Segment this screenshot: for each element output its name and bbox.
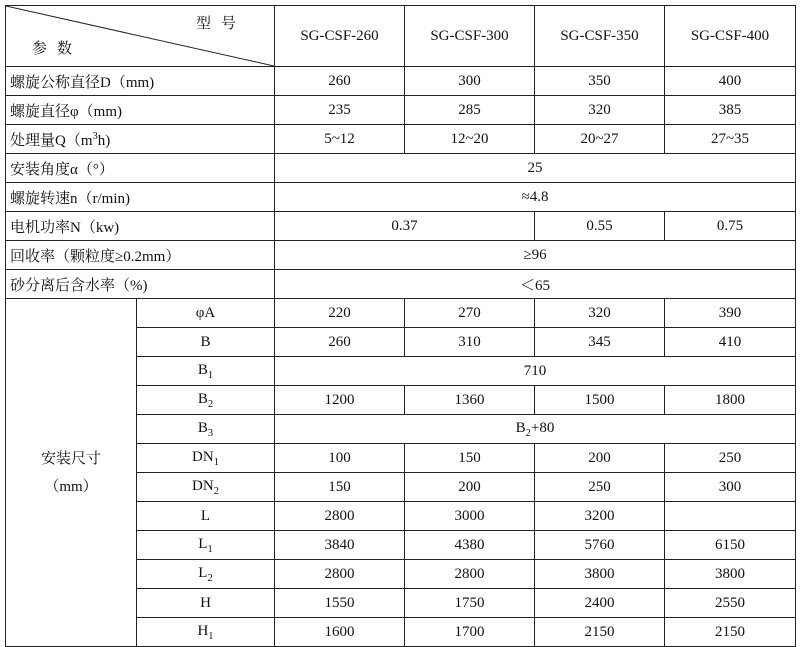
cell-value: 260 bbox=[275, 328, 405, 357]
value-post: +80 bbox=[530, 419, 555, 436]
dim-label-main: L bbox=[198, 564, 208, 581]
model-header: SG-CSF-260 bbox=[275, 6, 405, 67]
cell-value: 385 bbox=[665, 96, 796, 125]
dim-label bbox=[137, 473, 275, 502]
cell-value: 25 bbox=[275, 154, 796, 183]
cell-value bbox=[665, 502, 796, 531]
dim-label: L bbox=[137, 502, 275, 531]
cell-value: 1750 bbox=[405, 589, 535, 618]
cell-value: 200 bbox=[535, 444, 665, 473]
dim-label: H bbox=[137, 589, 275, 618]
dim-label-sub: 1 bbox=[207, 543, 213, 555]
header-corner-cell bbox=[6, 6, 275, 67]
cell-value: 310 bbox=[405, 328, 535, 357]
install-group-label-2: （mm） bbox=[44, 478, 98, 495]
cell-value: 2800 bbox=[275, 502, 405, 531]
dim-label bbox=[137, 531, 275, 560]
row-install-angle bbox=[6, 154, 796, 183]
dim-label-sub: 2 bbox=[207, 572, 213, 584]
cell-value bbox=[275, 415, 796, 444]
cell-value: 3840 bbox=[275, 531, 405, 560]
row-label: 螺旋转速n（r/min) bbox=[6, 183, 275, 212]
cell-value: 27~35 bbox=[665, 125, 796, 154]
row-label: 螺旋直径φ（mm) bbox=[6, 96, 275, 125]
cell-value: 410 bbox=[665, 328, 796, 357]
cell-value: 100 bbox=[275, 444, 405, 473]
dim-label-main: B bbox=[197, 361, 208, 378]
dim-label-main: B bbox=[197, 419, 208, 436]
dim-label bbox=[137, 560, 275, 589]
row-label: 螺旋公称直径D（mm) bbox=[6, 67, 275, 96]
row-recovery-rate bbox=[6, 241, 796, 270]
cell-value: 3200 bbox=[535, 502, 665, 531]
cell-value: 12~20 bbox=[405, 125, 535, 154]
row-label: 砂分离后含水率（%) bbox=[6, 270, 275, 299]
model-header: SG-CSF-300 bbox=[405, 6, 535, 67]
cell-value: 1600 bbox=[275, 618, 405, 647]
cell-value: 4380 bbox=[405, 531, 535, 560]
cell-value: 6150 bbox=[665, 531, 796, 560]
dim-label: φA bbox=[137, 299, 275, 328]
cell-value: 400 bbox=[665, 67, 796, 96]
cell-value: 350 bbox=[535, 67, 665, 96]
cell-value: ＜65 bbox=[275, 270, 796, 299]
cell-value: 1550 bbox=[275, 589, 405, 618]
cell-value: 2150 bbox=[535, 618, 665, 647]
row-motor-power bbox=[6, 212, 796, 241]
dim-label-main: DN bbox=[192, 477, 214, 494]
row-water-content bbox=[6, 270, 796, 299]
dim-label-sub: 2 bbox=[213, 485, 219, 497]
cell-value: 2150 bbox=[665, 618, 796, 647]
cell-value: 345 bbox=[535, 328, 665, 357]
dim-label-sub: 1 bbox=[208, 630, 214, 642]
dim-label-sub: 3 bbox=[207, 427, 214, 439]
dim-label-sub: 2 bbox=[207, 398, 214, 410]
value-pre: B bbox=[515, 419, 526, 436]
cell-value: 5760 bbox=[535, 531, 665, 560]
cell-value: 3800 bbox=[535, 560, 665, 589]
cell-value: 300 bbox=[405, 67, 535, 96]
dim-label: B bbox=[137, 328, 275, 357]
cell-value: 710 bbox=[275, 357, 796, 386]
dim-label-main: L bbox=[198, 535, 208, 552]
row-label-sup: 3 bbox=[92, 130, 98, 142]
cell-value: 1700 bbox=[405, 618, 535, 647]
model-header: SG-CSF-400 bbox=[665, 6, 796, 67]
install-group-label bbox=[6, 299, 137, 647]
cell-value: 1200 bbox=[275, 386, 405, 415]
row-nominal-diameter bbox=[6, 67, 796, 96]
header-corner-param: 参数 bbox=[32, 41, 83, 57]
cell-value: 260 bbox=[275, 67, 405, 96]
dim-label-sub: 1 bbox=[213, 456, 219, 468]
header-row bbox=[6, 6, 796, 67]
cell-value: 20~27 bbox=[535, 125, 665, 154]
cell-value: 3800 bbox=[665, 560, 796, 589]
value-sub: 2 bbox=[525, 427, 531, 439]
row-install-phiA bbox=[6, 299, 796, 328]
cell-value: 2800 bbox=[275, 560, 405, 589]
row-label-post: h) bbox=[97, 132, 111, 149]
dim-label-main: B bbox=[197, 390, 208, 407]
row-label: 回收率（颗粒度≥0.2mm） bbox=[6, 241, 275, 270]
cell-value: 0.55 bbox=[535, 212, 665, 241]
cell-value: 5~12 bbox=[275, 125, 405, 154]
cell-value: 320 bbox=[535, 96, 665, 125]
row-label: 电机功率N（kw) bbox=[6, 212, 275, 241]
row-label-pre: 处理量Q（m bbox=[10, 132, 93, 149]
cell-value: 1500 bbox=[535, 386, 665, 415]
cell-value: 1360 bbox=[405, 386, 535, 415]
cell-value: 300 bbox=[665, 473, 796, 502]
install-group-label-1: 安装尺寸 bbox=[40, 450, 101, 467]
model-header: SG-CSF-350 bbox=[535, 6, 665, 67]
dim-label bbox=[137, 618, 275, 647]
header-corner-model: 型号 bbox=[195, 16, 246, 32]
row-capacity bbox=[6, 125, 796, 154]
cell-value: 3000 bbox=[405, 502, 535, 531]
cell-value: 150 bbox=[405, 444, 535, 473]
cell-value: 1800 bbox=[665, 386, 796, 415]
cell-value: ≈4.8 bbox=[275, 183, 796, 212]
cell-value: ≥96 bbox=[275, 241, 796, 270]
dim-label bbox=[137, 444, 275, 473]
row-label: 安装角度α（°） bbox=[6, 154, 275, 183]
dim-label-main: DN bbox=[192, 448, 214, 465]
dim-label bbox=[137, 386, 275, 415]
cell-value: 0.75 bbox=[665, 212, 796, 241]
spec-table bbox=[5, 5, 796, 647]
cell-value: 200 bbox=[405, 473, 535, 502]
dim-label bbox=[137, 415, 275, 444]
dim-label-sub: 1 bbox=[207, 369, 214, 381]
dim-label bbox=[137, 357, 275, 386]
cell-value: 2800 bbox=[405, 560, 535, 589]
dim-label-main: H bbox=[197, 622, 209, 639]
row-screw-speed bbox=[6, 183, 796, 212]
cell-value: 250 bbox=[535, 473, 665, 502]
cell-value: 270 bbox=[405, 299, 535, 328]
row-label bbox=[6, 125, 275, 154]
cell-value: 250 bbox=[665, 444, 796, 473]
row-screw-diameter bbox=[6, 96, 796, 125]
cell-value: 220 bbox=[275, 299, 405, 328]
cell-value: 2550 bbox=[665, 589, 796, 618]
cell-value: 285 bbox=[405, 96, 535, 125]
cell-value: 390 bbox=[665, 299, 796, 328]
cell-value: 0.37 bbox=[275, 212, 535, 241]
cell-value: 235 bbox=[275, 96, 405, 125]
cell-value: 320 bbox=[535, 299, 665, 328]
cell-value: 2400 bbox=[535, 589, 665, 618]
spec-table-container bbox=[5, 5, 796, 647]
cell-value: 150 bbox=[275, 473, 405, 502]
